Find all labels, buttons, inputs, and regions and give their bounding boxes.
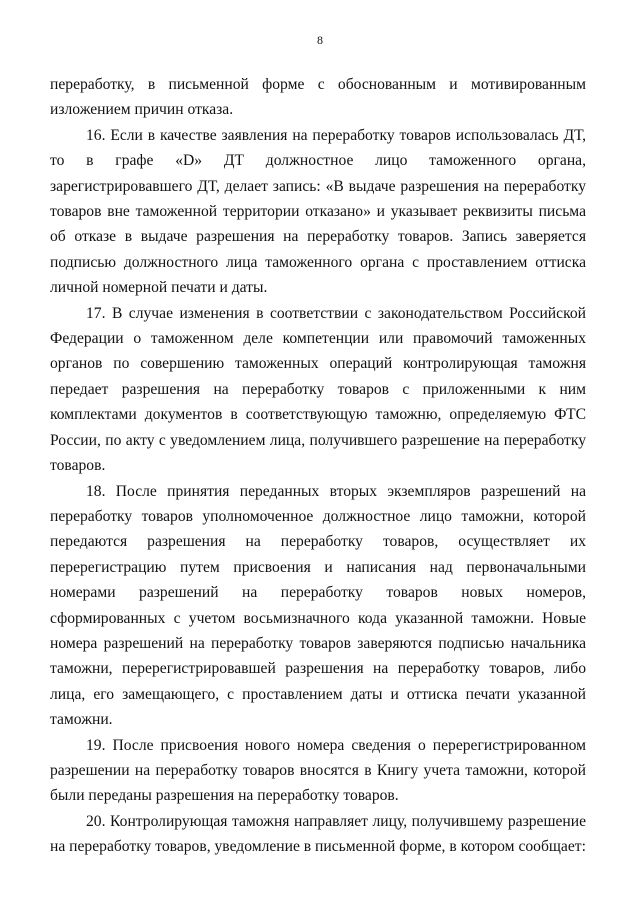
paragraph-18: 18. После принятия переданных вторых экземпляров разрешений на переработку товаров уполномоченное должностное лицо таможни, которой передаются разрешения на переработку товаров, осуществляет их перерегистрацию путем присвоения и написания над первоначальными номерами разрешений на переработку товаров новых номеров, сформированных с учетом восьмизначного кода указанной таможни. Новые номера разрешений на переработку товаров заверяются подписью начальника таможни, перерегистрировавшей разрешения на переработку товаров, либо лица, его замещающего, с проставлением даты и оттиска печати указанной таможни. xyxy=(50,482,586,729)
paragraph-19: 19. После присвоения нового номера сведения о перерегистрированном разрешении на переработку товаров вносятся в Книгу учета таможни, которой были переданы разрешения на переработку товаров. xyxy=(50,736,586,805)
paragraph-continuation: переработку, в письменной форме с обоснованным и мотивированным изложением причин отказа. xyxy=(50,76,586,119)
document-body xyxy=(50,72,586,860)
page-number: 8 xyxy=(317,33,323,47)
paragraph-16: 16. Если в качестве заявления на переработку товаров использовалась ДТ, то в графе «D» ДТ должностное лицо таможенного органа, зарегистрировавшего ДТ, делает запись: «В выдаче разрешения на переработку товаров вне таможенной территории отказано» и указывает реквизиты письма об отказе в выдаче разрешения на переработку товаров. Запись заверяется подписью должностного лица таможенного органа с проставлением оттиска личной номерной печати и даты. xyxy=(50,126,586,297)
paragraph-17: 17. В случае изменения в соответствии с законодательством Российской Федерации о таможенном деле компетенции или правомочий таможенных органов по совершению таможенных операций контролирующая таможня передает разрешения на переработку товаров с приложенными к ним комплектами документов в соответствующую таможню, определяемую ФТС России, по акту с уведомлением лица, получившего разрешение на переработку товаров. xyxy=(50,304,586,475)
paragraph-20: 20. Контролирующая таможня направляет лицу, получившему разрешение на переработку товаров, уведомление в письменной форме, в котором сообщает: xyxy=(50,812,586,856)
